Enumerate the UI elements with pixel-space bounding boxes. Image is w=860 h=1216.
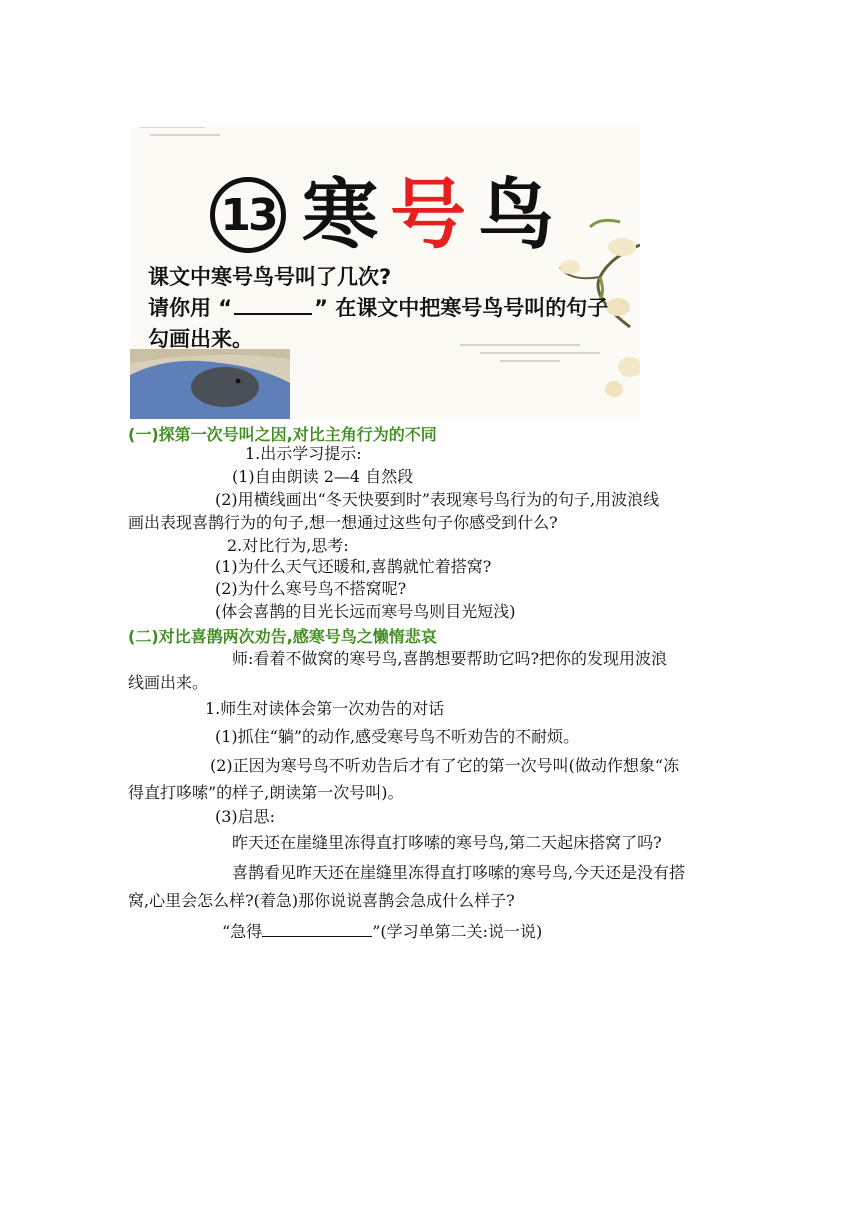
section2-line: 得直打哆嗦”的样子,朗读第一次号叫)。 xyxy=(128,783,404,802)
section1-line: (1)为什么天气还暖和,喜鹊就忙着搭窝? xyxy=(215,557,492,576)
section2-fill-line xyxy=(222,920,542,943)
title-char-1: 寒 xyxy=(302,170,390,259)
cold-bird-illustration-icon xyxy=(130,349,290,419)
section2-line: 1.师生对读体会第一次劝告的对话 xyxy=(205,699,445,718)
title-char-2-red: 号 xyxy=(390,170,478,259)
section1-heading: (一)探第一次号叫之因,对比主角行为的不同 xyxy=(128,425,437,444)
section2-line: 线画出来。 xyxy=(128,673,209,692)
banner-question-line3: 勾画出来。 xyxy=(148,327,253,351)
section1-line: 画出表现喜鹊行为的句子,想一想通过这些句子你感受到什么? xyxy=(128,513,558,532)
section2-line: (1)抓住“躺”的动作,感受寒号鸟不听劝告的不耐烦。 xyxy=(215,727,580,746)
banner-question xyxy=(148,262,628,355)
lesson-number-badge: 13 xyxy=(210,177,286,253)
question-line2-end: ” 在课文中把寒号鸟号叫的句子 xyxy=(314,296,609,320)
section2-line: 窝,心里会怎么样?(着急)那你说说喜鹊会急成什么样子? xyxy=(128,891,515,910)
section2-line: (3)启思: xyxy=(215,807,276,826)
section2-line: 昨天还在崖缝里冻得直打哆嗦的寒号鸟,第二天起床搭窝了吗? xyxy=(232,833,662,852)
section1-line: (2)用横线画出“冬天快要到时”表现寒号鸟行为的句子,用波浪线 xyxy=(215,490,660,509)
section2-line: (2)正因为寒号鸟不听劝告后才有了它的第一次号叫(做动作想象“冻 xyxy=(210,756,680,775)
section2-heading: (二)对比喜鹊两次劝告,感寒号鸟之懒惰悲哀 xyxy=(128,627,437,646)
section1-line: (体会喜鹊的目光长远而寒号鸟则目光短浅) xyxy=(215,602,516,621)
answer-blank xyxy=(234,293,312,315)
fill-blank xyxy=(262,920,372,937)
section2-line: 喜鹊看见昨天还在崖缝里冻得直打哆嗦的寒号鸟,今天还是没有搭 xyxy=(232,863,686,882)
fill-prompt-start: “急得 xyxy=(222,922,263,941)
lesson-title xyxy=(302,165,566,265)
question-line2-start: 请你用 “ xyxy=(148,296,233,320)
fill-prompt-end: ”(学习单第二关:说一说) xyxy=(372,922,543,941)
lesson-banner-image xyxy=(130,127,640,419)
section1-line: (2)为什么寒号鸟不搭窝呢? xyxy=(215,579,407,598)
section1-line: (1)自由朗读 2—4 自然段 xyxy=(232,467,414,486)
section1-line: 1.出示学习提示: xyxy=(245,444,362,463)
banner-question-line1: 课文中寒号鸟号叫了几次? xyxy=(148,265,392,289)
banner-question-line2 xyxy=(148,293,628,324)
section2-line: 师:看着不做窝的寒号鸟,喜鹊想要帮助它吗?把你的发现用波浪 xyxy=(232,649,668,668)
section1-line: 2.对比行为,思考: xyxy=(227,536,349,555)
title-char-3: 鸟 xyxy=(478,170,566,259)
